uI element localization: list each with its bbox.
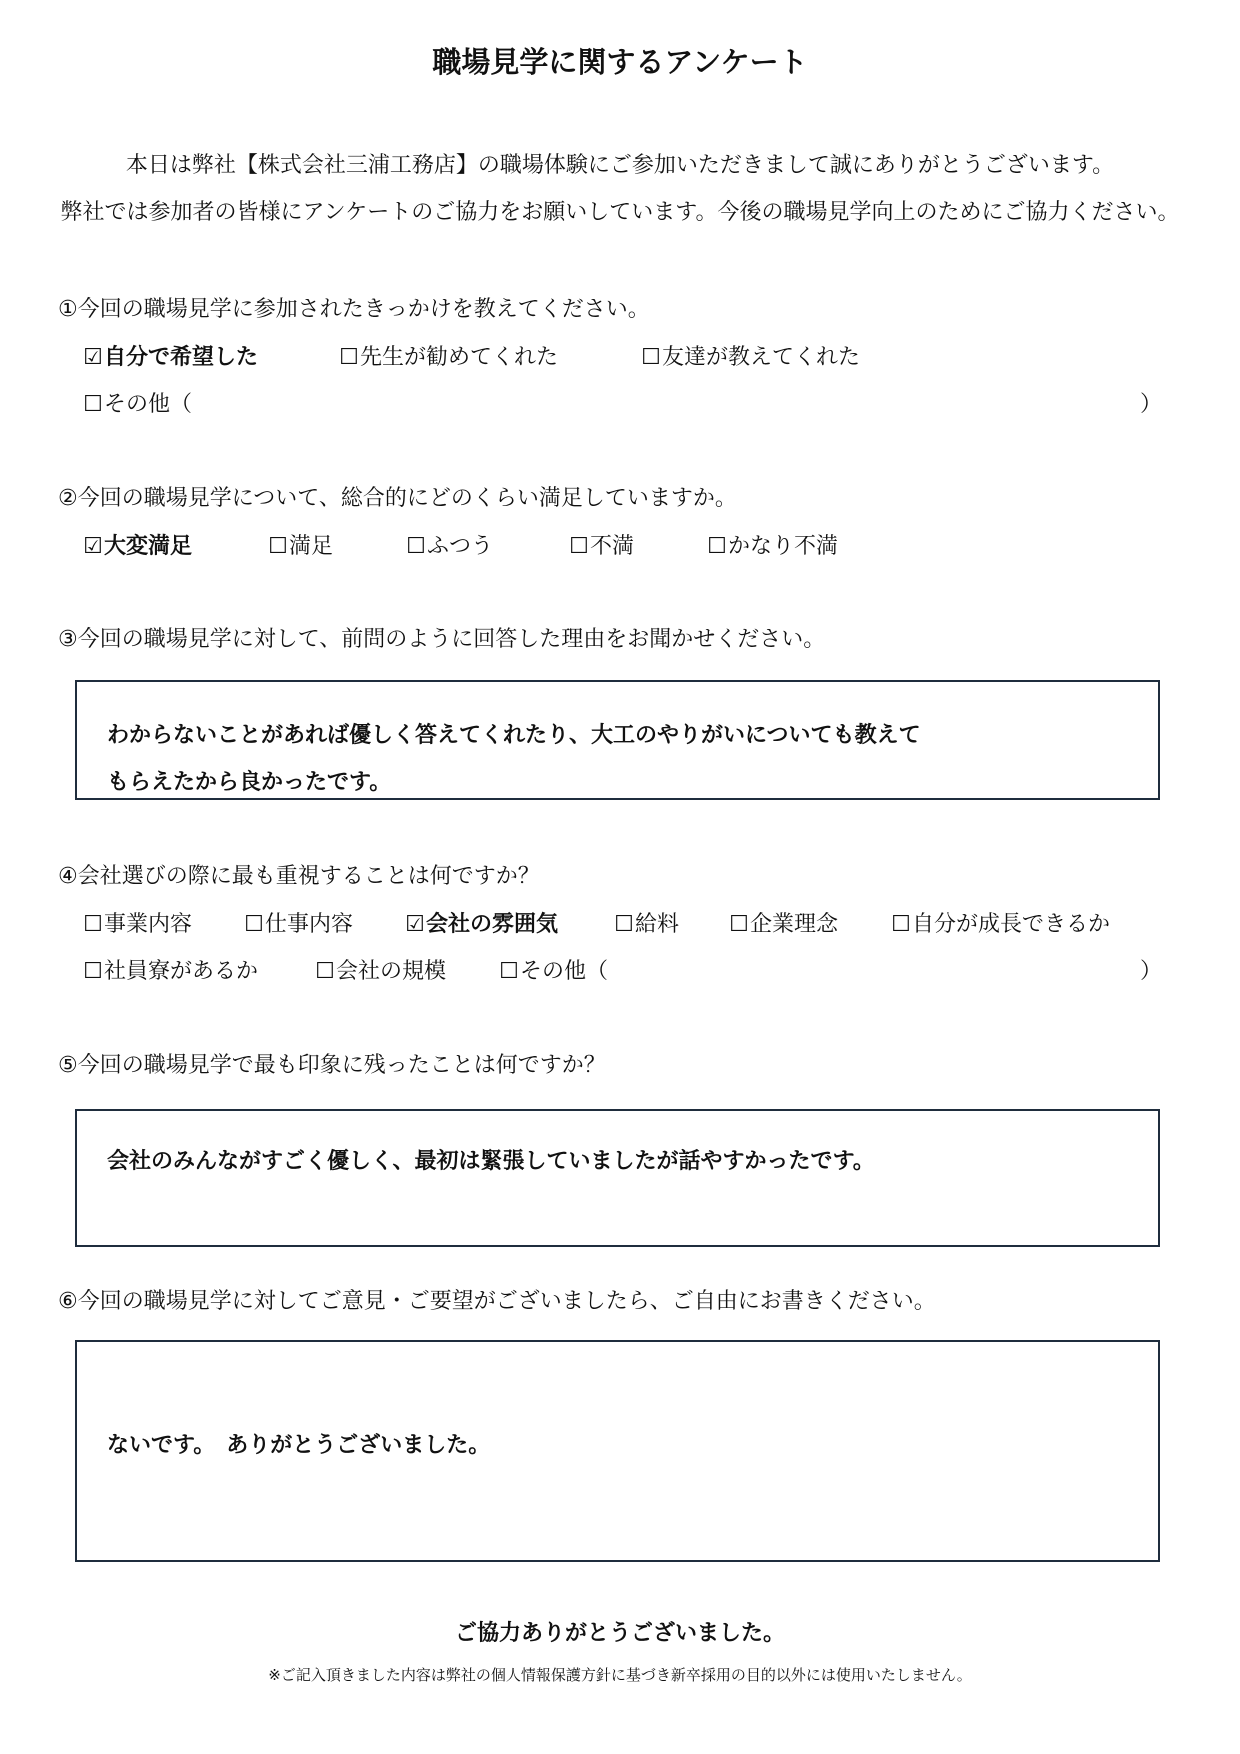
checkbox-icon: ☐ xyxy=(614,912,634,937)
option-label: 企業理念 xyxy=(750,912,839,937)
checkbox-icon: ☐ xyxy=(339,345,359,370)
checkbox-icon: ☐ xyxy=(83,912,103,937)
checkbox-icon: ☑ xyxy=(83,534,103,559)
option-label: その他 xyxy=(520,959,587,984)
checkbox-icon: ☑ xyxy=(83,345,103,370)
q5-answer-box[interactable] xyxy=(75,1109,1160,1247)
option-label: 友達が教えてくれた xyxy=(662,345,861,370)
q3-answer-line-2: もらえたから良かったです。 xyxy=(107,770,392,795)
option-label: 先生が勧めてくれた xyxy=(360,345,559,370)
question-3-label: ③今回の職場見学に対して、前問のように回答した理由をお聞かせください。 xyxy=(58,627,826,652)
question-4-label: ④会社選びの際に最も重視することは何ですか？ xyxy=(58,864,540,889)
q2-option-dissatisfied[interactable] xyxy=(568,529,634,560)
q4-option-salary[interactable] xyxy=(613,907,679,938)
checkbox-icon: ☐ xyxy=(244,912,264,937)
checkbox-icon: ☐ xyxy=(268,534,288,559)
intro-line-1: 本日は弊社【株式会社三浦工務店】の職場体験にご参加いただきまして誠にありがとうございます。 xyxy=(125,153,1115,178)
checkbox-icon: ☐ xyxy=(891,912,911,937)
q3-answer-box[interactable] xyxy=(75,680,1160,800)
q4-option-job[interactable] xyxy=(243,907,353,938)
q2-option-very-satisfied[interactable] xyxy=(82,529,192,560)
q5-answer-text: 会社のみんながすごく優しく、最初は緊張していましたが話やすかったです。 xyxy=(107,1149,875,1174)
q1-option-teacher[interactable] xyxy=(338,340,558,371)
checkbox-icon: ☐ xyxy=(499,959,519,984)
paren-open: （ xyxy=(170,392,193,417)
checkbox-icon: ☐ xyxy=(83,959,103,984)
q3-answer-line-1: わからないことがあれば優しく答えてくれたり、大工のやりがいについても教えて xyxy=(107,723,921,748)
page-title: 職場見学に関するアンケート xyxy=(432,45,808,79)
option-label: 事業内容 xyxy=(104,912,193,937)
option-label: 満足 xyxy=(289,534,334,559)
q4-other-paren-close: ） xyxy=(1140,959,1163,984)
privacy-note: ※ご記入頂きました内容は弊社の個人情報保護方針に基づき新卒採用の目的以外には使用いたしません。 xyxy=(268,1666,972,1684)
q4-option-philosophy[interactable] xyxy=(728,907,838,938)
q4-option-company-size[interactable] xyxy=(314,954,446,985)
intro-line-2: 弊社では参加者の皆様にアンケートのご協力をお願いしています。今後の職場見学向上のためにご協力ください。 xyxy=(60,200,1180,225)
option-label: その他 xyxy=(104,392,171,417)
thanks-message: ご協力ありがとうございました。 xyxy=(454,1621,785,1646)
checkbox-icon: ☐ xyxy=(707,534,727,559)
question-2-label: ②今回の職場見学について、総合的にどのくらい満足していますか。 xyxy=(58,486,737,511)
checkbox-icon: ☐ xyxy=(729,912,749,937)
option-label: かなり不満 xyxy=(728,534,839,559)
option-label: 会社の雰囲気 xyxy=(426,912,559,937)
q4-option-growth[interactable] xyxy=(890,907,1110,938)
q1-other-paren-close: ） xyxy=(1140,392,1163,417)
option-label: 大変満足 xyxy=(104,534,193,559)
q1-option-other[interactable] xyxy=(82,387,192,418)
option-label: 自分が成長できるか xyxy=(912,912,1111,937)
q1-option-friend[interactable] xyxy=(640,340,860,371)
q2-option-satisfied[interactable] xyxy=(267,529,333,560)
checkbox-icon: ☑ xyxy=(405,912,425,937)
option-label: 社員寮があるか xyxy=(104,959,259,984)
option-label: 自分で希望した xyxy=(104,345,259,370)
option-label: 会社の規模 xyxy=(336,959,447,984)
question-5-label: ⑤今回の職場見学で最も印象に残ったことは何ですか？ xyxy=(58,1053,606,1078)
checkbox-icon: ☐ xyxy=(569,534,589,559)
option-label: 仕事内容 xyxy=(265,912,354,937)
q4-option-atmosphere[interactable] xyxy=(404,907,558,938)
option-label: 給料 xyxy=(635,912,680,937)
checkbox-icon: ☐ xyxy=(406,534,426,559)
question-1-label: ①今回の職場見学に参加されたきっかけを教えてください。 xyxy=(58,297,650,322)
option-label: ふつう xyxy=(427,534,494,559)
option-label: 不満 xyxy=(590,534,635,559)
checkbox-icon: ☐ xyxy=(641,345,661,370)
q4-option-business[interactable] xyxy=(82,907,192,938)
paren-open: （ xyxy=(586,959,609,984)
q4-option-dormitory[interactable] xyxy=(82,954,258,985)
checkbox-icon: ☐ xyxy=(83,392,103,417)
q2-option-very-dissatisfied[interactable] xyxy=(706,529,838,560)
checkbox-icon: ☐ xyxy=(315,959,335,984)
q6-answer-box[interactable] xyxy=(75,1340,1160,1562)
question-6-label: ⑥今回の職場見学に対してご意見・ご要望がございましたら、ご自由にお書きください。 xyxy=(58,1289,936,1314)
q4-option-other[interactable] xyxy=(498,954,608,985)
q6-answer-text: ないです。 ありがとうございました。 xyxy=(107,1433,491,1458)
q2-option-normal[interactable] xyxy=(405,529,493,560)
q1-option-self-wish[interactable] xyxy=(82,340,258,371)
